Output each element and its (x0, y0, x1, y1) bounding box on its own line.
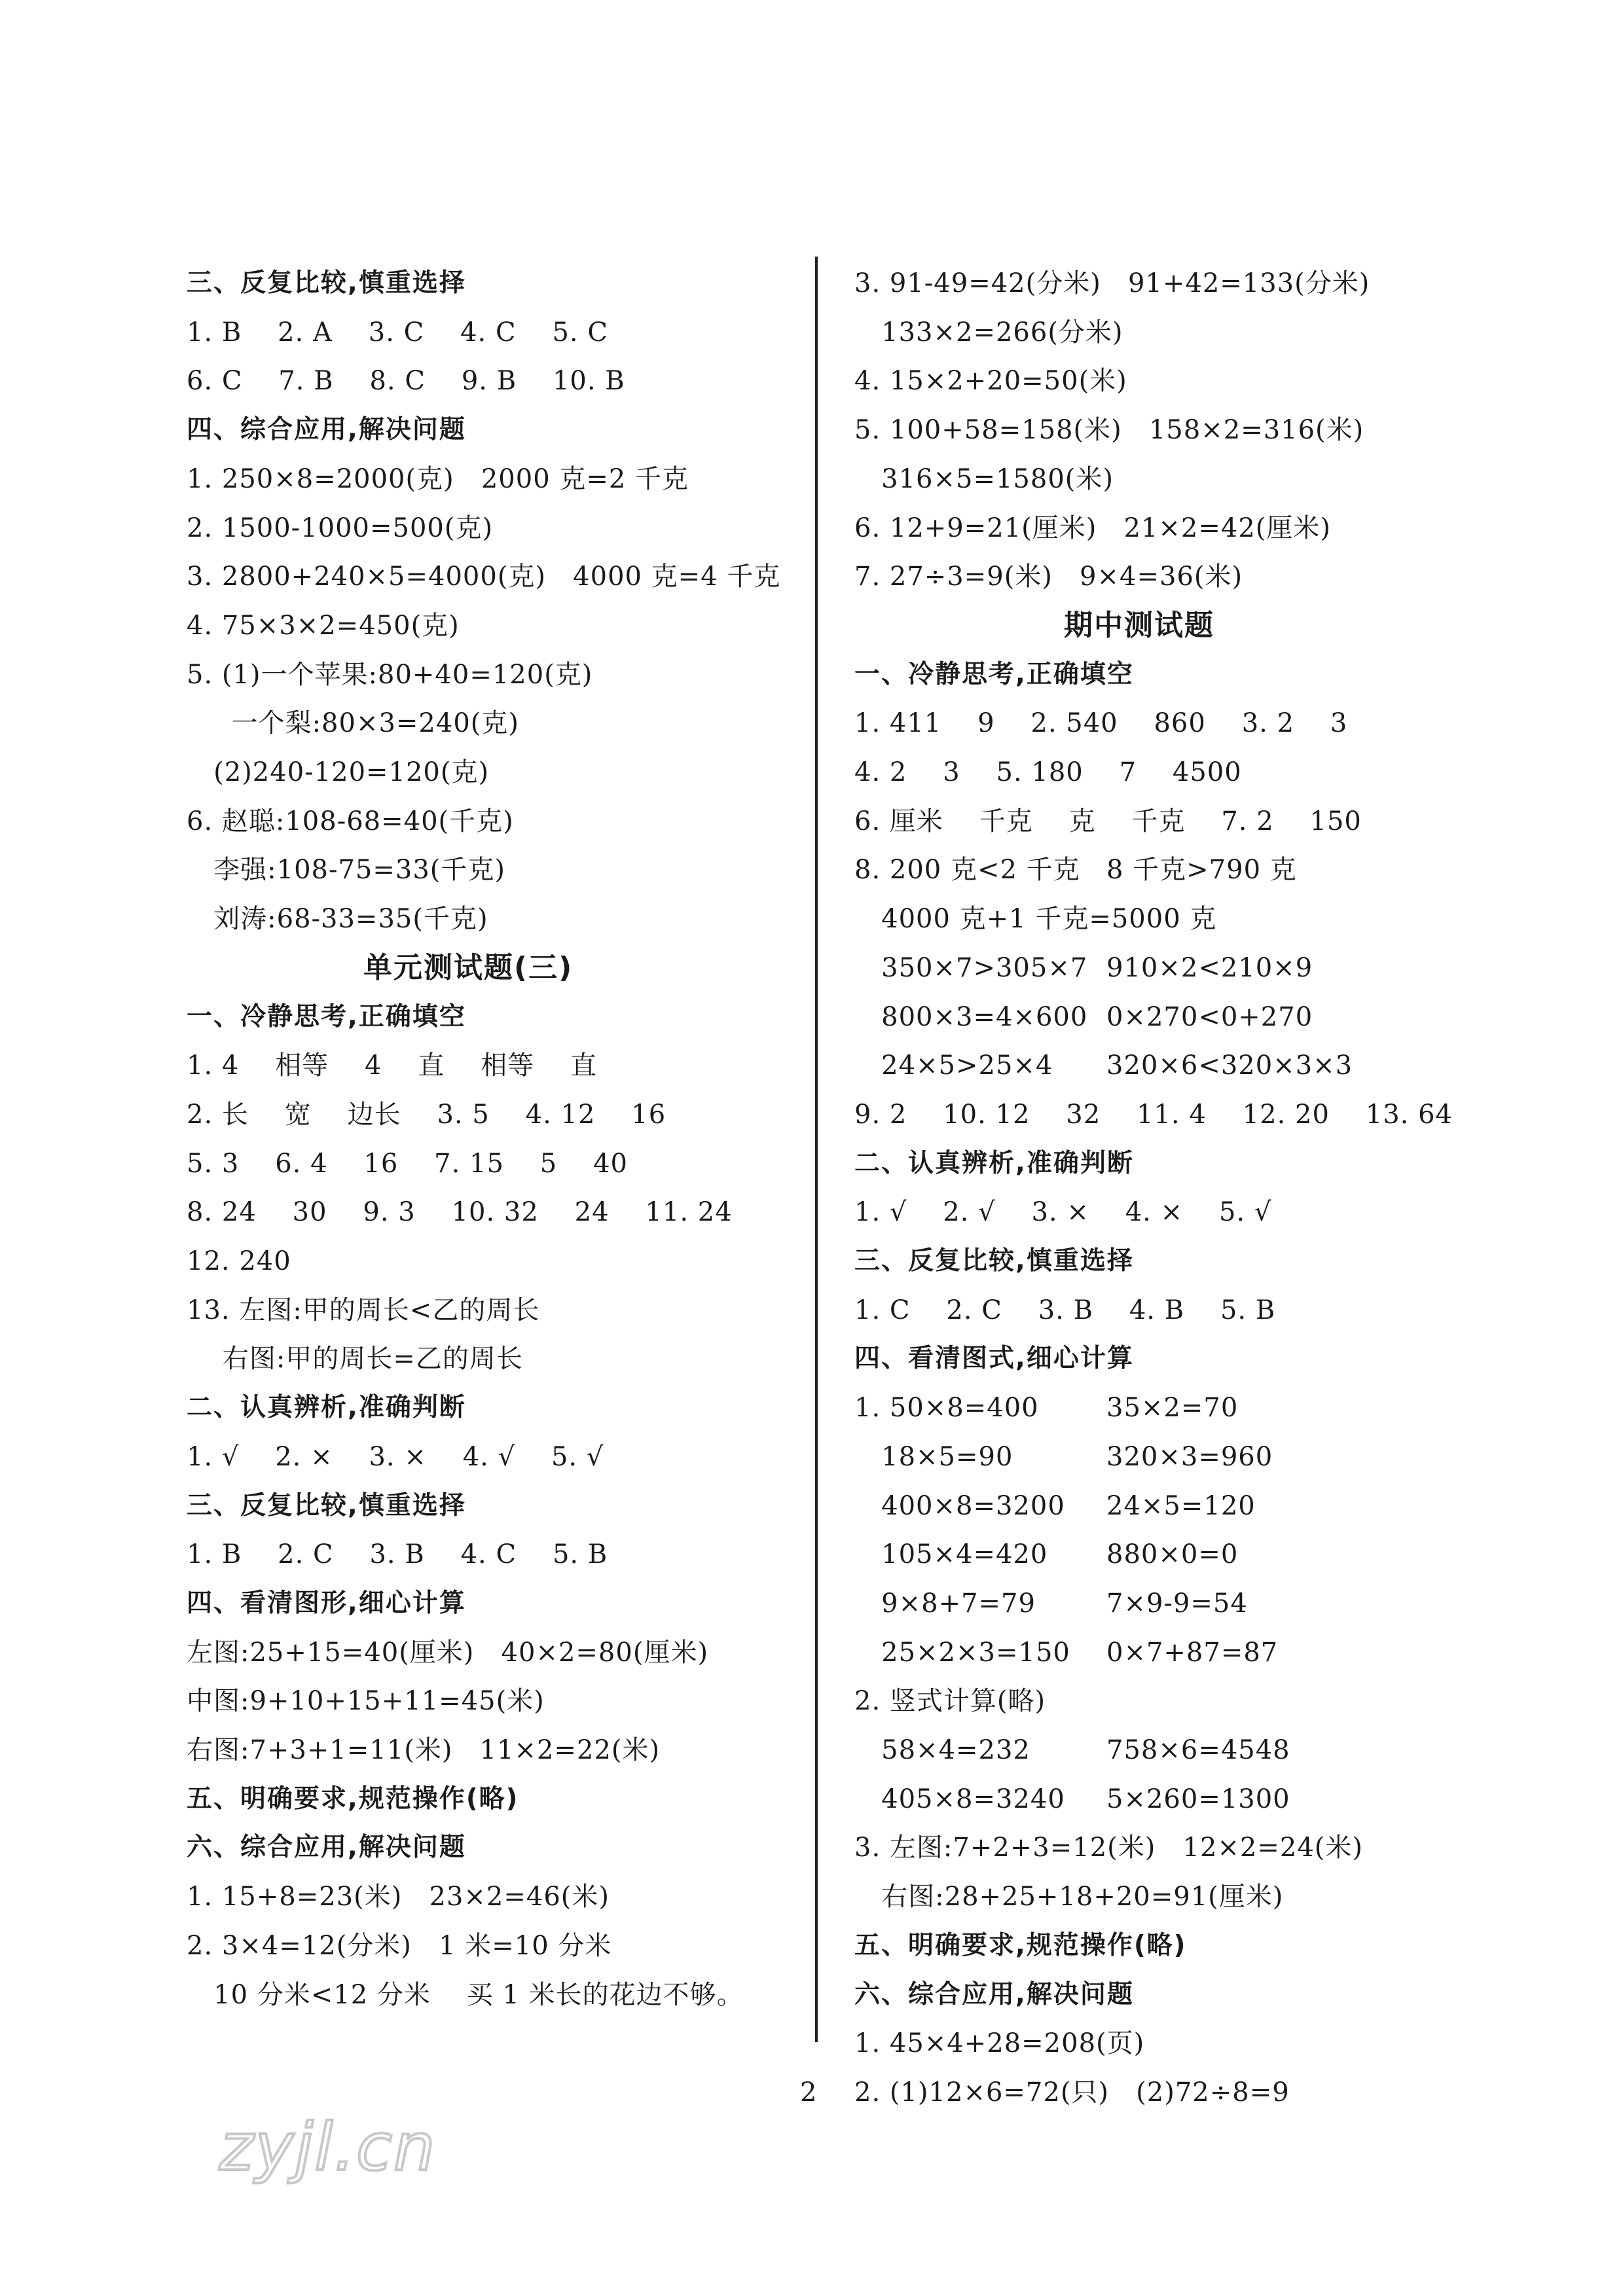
answer-text: 9. 2 10. 12 32 11. 4 12. 20 13. 64 (854, 1099, 1453, 1130)
answer-text: 中图:9+10+15+11=45(米) (187, 1686, 545, 1717)
answer-line (187, 1636, 708, 1669)
answer-text: 1. √ 2. √ 3. × 4. × 5. √ (854, 1197, 1272, 1228)
answer-text: 1. 4 相等 4 直 相等 直 (187, 1050, 598, 1081)
answer-text: 二、认真辨析,准确判断 (854, 1148, 1134, 1178)
answer-text: 1. B 2. A 3. C 4. C 5. C (187, 317, 608, 348)
answer-line (187, 463, 689, 495)
answer-text-col2: 910×2<210×9 (1106, 952, 1313, 983)
section-heading (187, 1391, 466, 1424)
answer-line (854, 1001, 1313, 1033)
answer-text: 三、反复比较,慎重选择 (854, 1246, 1134, 1276)
answer-text: 2. 长 宽 边长 3. 5 4. 12 16 (187, 1099, 666, 1130)
answer-line (854, 2076, 1290, 2109)
answer-line (854, 463, 1114, 495)
answer-text: 2. (1)12×6=72(只) (2)72÷8=9 (854, 2077, 1290, 2108)
answer-text: 1. B 2. C 3. B 4. C 5. B (187, 1539, 608, 1570)
answer-text-col2: 880×0=0 (1106, 1539, 1239, 1570)
answer-line (854, 1734, 1290, 1767)
answer-text: 李强:108-75=33(千克) (187, 855, 506, 886)
answer-text: 6. C 7. B 8. C 9. B 10. B (187, 366, 625, 397)
answer-line (187, 1538, 608, 1571)
answer-line (187, 903, 488, 935)
answer-text: 6. 赵聪:108-68=40(千克) (187, 806, 514, 836)
answer-line (187, 512, 493, 545)
answer-text: 1. C 2. C 3. B 4. B 5. B (854, 1295, 1276, 1325)
section-heading (187, 1001, 466, 1033)
answer-text: 四、综合应用,解决问题 (187, 415, 466, 445)
answer-text: 刘涛:68-33=35(千克) (187, 904, 488, 935)
answer-text: 3. 2800+240×5=4000(克) 4000 克=4 千克 (187, 562, 781, 592)
answer-text: 7. 27÷3=9(米) 9×4=36(米) (854, 562, 1243, 592)
answer-text: 四、看清图式,细心计算 (854, 1344, 1134, 1374)
answer-text: 2. 3×4=12(分米) 1 米=10 分米 (187, 1930, 612, 1961)
answer-text: 3. 91-49=42(分米) 91+42=133(分米) (854, 268, 1370, 298)
answer-text: 六、综合应用,解决问题 (854, 1979, 1134, 2009)
answer-text: 五、明确要求,规范操作(略) (187, 1784, 519, 1814)
answer-text: 4000 克+1 千克=5000 克 (854, 904, 1217, 935)
answer-text: 三、反复比较,慎重选择 (187, 268, 466, 298)
answer-text-col2: 758×6=4548 (1106, 1735, 1290, 1765)
answer-text: 2. 竖式计算(略) (854, 1686, 1046, 1717)
answer-text: 4. 2 3 5. 180 7 4500 (854, 757, 1242, 787)
answer-text: 105×4=420 (854, 1539, 1048, 1570)
answer-text: 右图:甲的周长=乙的周长 (187, 1344, 523, 1374)
answer-line (854, 1685, 1046, 1717)
answer-line (187, 560, 780, 593)
answer-line (854, 952, 1313, 984)
answer-text: 8. 24 30 9. 3 10. 32 24 11. 24 (187, 1197, 733, 1228)
answer-line (187, 853, 505, 886)
answer-text: 25×2×3=150 (854, 1637, 1070, 1668)
answer-text: 58×4=232 (854, 1735, 1030, 1765)
answer-line (187, 707, 519, 740)
answer-text: 316×5=1580(米) (854, 463, 1114, 494)
answer-line (854, 512, 1331, 545)
answer-line (854, 903, 1216, 935)
section-heading (854, 1342, 1134, 1375)
section-title (1064, 609, 1214, 642)
answer-line (854, 1196, 1271, 1229)
answer-text-col2: 8 千克>790 克 (1106, 855, 1297, 886)
section-heading (854, 1979, 1134, 2011)
answer-text: 二、认真辨析,准确判断 (187, 1393, 466, 1423)
answer-text: 9×8+7=79 (854, 1588, 1036, 1619)
section-heading (854, 1929, 1186, 1962)
section-heading (187, 267, 466, 300)
answer-text: 3. 左图:7+2+3=12(米) 12×2=24(米) (854, 1833, 1363, 1863)
answer-line (187, 1734, 660, 1767)
answer-text: 五、明确要求,规范操作(略) (854, 1930, 1187, 1960)
answer-text: 一个梨:80×3=240(克) (187, 708, 519, 739)
answer-line (854, 805, 1362, 838)
section-heading (187, 1783, 519, 1816)
answer-line (854, 560, 1243, 593)
answer-text-col2: 35×2=70 (1106, 1393, 1239, 1424)
answer-text: (2)240-120=120(克) (187, 757, 490, 787)
answer-text-col2: 0×270<0+270 (1106, 1001, 1313, 1032)
answer-text: 一、冷静思考,正确填空 (187, 1001, 466, 1031)
answer-text: 1. 250×8=2000(克) 2000 克=2 千克 (187, 463, 689, 494)
answer-text: 期中测试题 (1064, 608, 1214, 642)
answer-line (187, 1342, 523, 1375)
answer-text-col2: 7×9-9=54 (1106, 1588, 1248, 1619)
answer-line (187, 1441, 604, 1473)
section-heading (187, 1490, 466, 1522)
answer-line (854, 853, 1297, 886)
answer-line (187, 1685, 545, 1717)
answer-text: 右图:7+3+1=11(米) 11×2=22(米) (187, 1735, 661, 1765)
answer-text: 2. 1500-1000=500(克) (187, 512, 494, 543)
answer-text: 一、冷静思考,正确填空 (854, 659, 1134, 689)
answer-text: 405×8=3240 (854, 1784, 1065, 1814)
answer-line (187, 805, 514, 838)
answer-line (854, 267, 1370, 300)
watermark-text: zyjl.cn (219, 2109, 437, 2185)
answer-text-col2: 5×260=1300 (1106, 1784, 1290, 1814)
answer-line (854, 1490, 1256, 1522)
answer-text: 三、反复比较,慎重选择 (187, 1490, 466, 1520)
answer-line (187, 1098, 666, 1131)
page-number: 2 (800, 2077, 817, 2108)
answer-line (854, 2027, 1144, 2060)
answer-line (187, 1880, 610, 1913)
answer-text: 4. 15×2+20=50(米) (854, 366, 1127, 397)
answer-line (854, 1636, 1279, 1669)
section-heading (854, 1147, 1134, 1180)
section-heading (187, 1587, 466, 1620)
answer-text: 18×5=90 (854, 1441, 1013, 1472)
answer-text: 6. 厘米 千克 克 千克 7. 2 150 (854, 806, 1362, 836)
section-heading (854, 1245, 1134, 1278)
answer-text: 四、看清图形,细心计算 (187, 1588, 466, 1618)
column-divider (815, 257, 818, 2042)
answer-line (187, 1294, 539, 1327)
answer-text: 1. 50×8=400 (854, 1393, 1039, 1424)
answer-line (854, 756, 1242, 789)
answer-text: 24×5>25×4 (854, 1050, 1053, 1081)
answer-text: 5. 100+58=158(米) 158×2=316(米) (854, 415, 1364, 446)
answer-line (187, 1147, 628, 1180)
answer-line (854, 365, 1127, 397)
answer-line (854, 1538, 1239, 1571)
answer-line (854, 1049, 1353, 1082)
section-heading (187, 414, 466, 446)
answer-text: 4. 75×3×2=450(克) (187, 610, 460, 641)
answer-line (854, 1441, 1273, 1473)
section-heading (187, 1831, 466, 1864)
answer-text: 10 分米<12 分米 买 1 米长的花边不够。 (187, 1979, 744, 2010)
answer-text: 133×2=266(分米) (854, 317, 1123, 348)
answer-text: 400×8=3200 (854, 1490, 1065, 1521)
answer-text: 单元测试题(三) (363, 950, 574, 984)
section-heading (854, 658, 1134, 691)
answer-line (187, 1979, 744, 2011)
answer-line (187, 1049, 597, 1082)
answer-text: 1. 411 9 2. 540 860 3. 2 3 (854, 708, 1348, 739)
answer-line (187, 1196, 733, 1229)
answer-text: 六、综合应用,解决问题 (187, 1833, 466, 1863)
answer-text: 右图:28+25+18+20=91(厘米) (854, 1882, 1284, 1912)
answer-line (187, 756, 489, 789)
answer-line (854, 1294, 1275, 1327)
answer-line (854, 1783, 1290, 1816)
answer-text: 800×3=4×600 (854, 1001, 1088, 1032)
answer-line (187, 609, 460, 642)
answer-line (854, 707, 1347, 740)
answer-text-col2: 24×5=120 (1106, 1490, 1256, 1521)
watermark-logo (213, 2108, 527, 2186)
answer-line (854, 1880, 1283, 1913)
answer-text: 1. 45×4+28=208(页) (854, 2028, 1145, 2059)
answer-text: 1. 15+8=23(米) 23×2=46(米) (187, 1882, 610, 1912)
section-title (363, 952, 573, 984)
answer-text: 13. 左图:甲的周长<乙的周长 (187, 1295, 540, 1325)
answer-text: 12. 240 (187, 1246, 291, 1276)
answer-line (854, 1098, 1453, 1131)
answer-text-col2: 320×6<320×3×3 (1106, 1050, 1353, 1081)
answer-text: 5. 3 6. 4 16 7. 15 5 40 (187, 1148, 628, 1179)
answer-line (854, 1391, 1239, 1424)
answer-text-col2: 320×3=960 (1106, 1441, 1273, 1472)
answer-line (854, 414, 1364, 446)
answer-line (854, 1587, 1248, 1620)
answer-text-col2: 0×7+87=87 (1106, 1637, 1279, 1668)
answer-line (187, 316, 608, 349)
answer-text: 5. (1)一个苹果:80+40=120(克) (187, 659, 593, 690)
answer-line (187, 658, 593, 691)
answer-text: 350×7>305×7 (854, 952, 1088, 983)
answer-text: 1. √ 2. × 3. × 4. √ 5. √ (187, 1441, 604, 1472)
answer-line (854, 316, 1123, 349)
answer-text: 8. 200 克<2 千克 (854, 855, 1080, 886)
answer-line (187, 1929, 611, 1962)
answer-text: 左图:25+15=40(厘米) 40×2=80(厘米) (187, 1637, 709, 1668)
answer-line (187, 1245, 291, 1278)
answer-text: 6. 12+9=21(厘米) 21×2=42(厘米) (854, 512, 1331, 543)
answer-line (187, 365, 625, 397)
answer-line (854, 1831, 1363, 1864)
